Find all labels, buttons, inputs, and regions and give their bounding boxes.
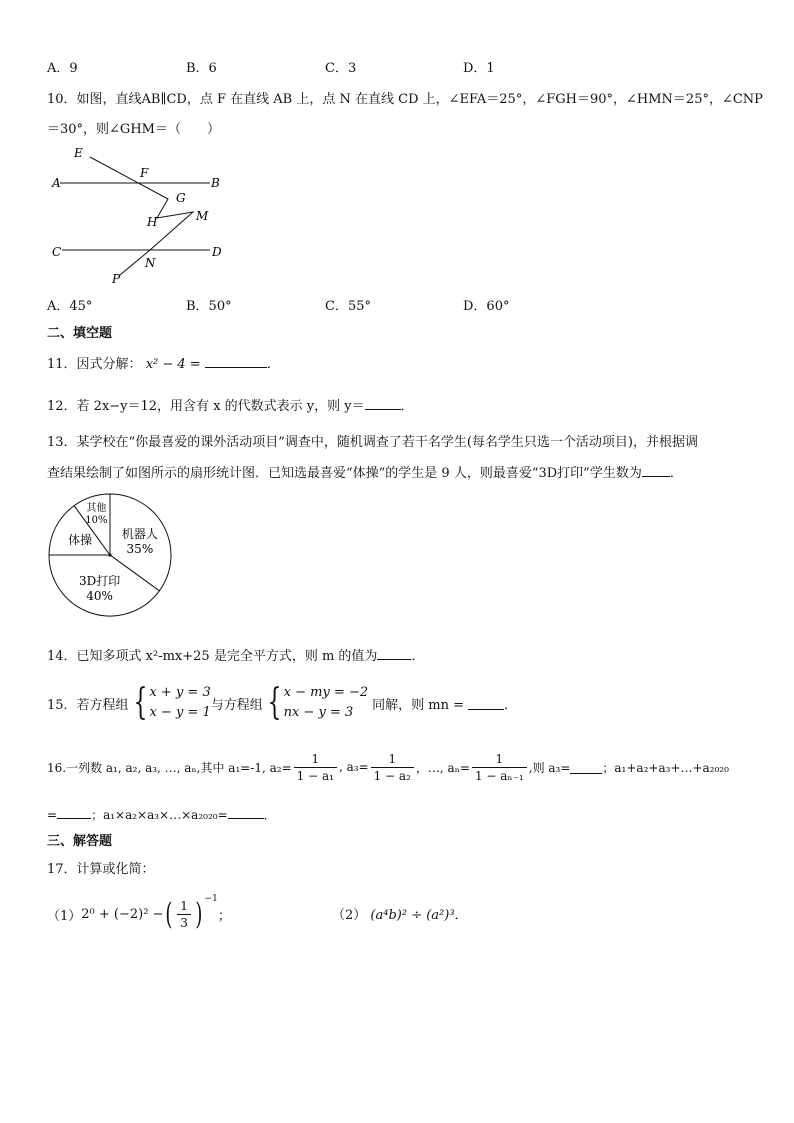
q17-p1-frac-num: 1 bbox=[177, 898, 191, 915]
q11 bbox=[47, 353, 280, 372]
q13-text-line1: 13．某学校在“你最喜爱的课外活动项目”调查中，随机调查了若干名学生(每名学生只选一个活动项目)，并根据调 bbox=[47, 435, 698, 450]
q16-frac3-num: 1 bbox=[472, 751, 527, 768]
q13-answer-blank[interactable] bbox=[642, 464, 670, 477]
q17-p1-end: ； bbox=[217, 908, 231, 924]
q14-answer-blank[interactable] bbox=[377, 647, 411, 660]
q15-system-1-eq1: x + y = 3 bbox=[149, 685, 211, 700]
q17-p1-expression: 2⁰ + (−2)² − bbox=[81, 906, 164, 922]
q12-answer-blank[interactable] bbox=[365, 397, 401, 410]
q17-p2-end: ． bbox=[454, 908, 468, 923]
q10-option-a: A．45° bbox=[47, 299, 93, 314]
label-e: E bbox=[74, 146, 83, 160]
label-f: F bbox=[140, 166, 149, 180]
label-h: H bbox=[147, 215, 158, 229]
q13-text-line2-wrap bbox=[47, 462, 683, 481]
q15-brace-1: { bbox=[133, 682, 147, 723]
q15-system-2 bbox=[284, 683, 368, 723]
q16-line2 bbox=[47, 806, 276, 823]
q15-suffix: ． bbox=[503, 697, 517, 713]
q14 bbox=[47, 645, 424, 664]
q13-suffix: ． bbox=[669, 466, 683, 481]
label-d: D bbox=[212, 245, 222, 259]
pie-label-3d-print: 3D打印 bbox=[78, 573, 121, 588]
pie-label-other: 其他 bbox=[86, 503, 107, 515]
q16-fraction-a3 bbox=[371, 751, 414, 784]
q12-suffix: ． bbox=[400, 399, 414, 414]
q15-tail: 同解，则 mn = bbox=[372, 697, 464, 713]
q10-text-line1: 10．如图，直线AB∥CD，点 F 在直线 AB 上，点 N 在直线 CD 上，∠EFA＝25°，∠FGH＝90°，∠HMN＝25°，∠CNP bbox=[47, 92, 763, 107]
q11-suffix: ． bbox=[266, 357, 280, 372]
q15-system-2-eq1: x − my = −2 bbox=[283, 685, 369, 700]
q13-text-line2: 查结果绘制了如图所示的扇形统计图．已知选最喜爱“体操”的学生是 9 人，则最喜爱“3D打印”学生数为 bbox=[47, 466, 642, 481]
q16-line1 bbox=[47, 747, 729, 787]
q16-fraction-a2 bbox=[294, 751, 337, 784]
label-m: M bbox=[196, 209, 209, 223]
q17-part1 bbox=[47, 892, 231, 936]
q16-an-label: ，…, aₙ= bbox=[415, 760, 470, 775]
label-p: P bbox=[112, 272, 121, 286]
q14-text: 14．已知多项式 x²-mx+25 是完全平方式，则 m 的值为 bbox=[47, 649, 378, 664]
q12 bbox=[47, 395, 414, 414]
label-g: G bbox=[176, 191, 186, 205]
pie-value-other: 10% bbox=[85, 515, 108, 527]
q15-system-2-eq2: nx − y = 3 bbox=[283, 705, 354, 720]
q11-expression: x² − 4 = bbox=[145, 357, 201, 372]
q15 bbox=[47, 680, 517, 726]
q16-answer-blank-prod[interactable] bbox=[228, 806, 264, 819]
q15-prefix: 15．若方程组 bbox=[47, 697, 129, 713]
pie-chart bbox=[45, 490, 175, 620]
q15-system-1 bbox=[149, 683, 210, 723]
q9-option-a: A．9 bbox=[47, 61, 78, 76]
q16-sum: ；a₁+a₂+a₃+…+a₂₀₂₀ bbox=[602, 760, 729, 775]
q9-option-d: D．1 bbox=[463, 61, 495, 76]
label-a: A bbox=[52, 176, 61, 190]
q17-p1-left-paren: ( bbox=[165, 896, 173, 932]
pie-label-robot: 机器人 bbox=[121, 526, 158, 541]
q17-title: 17．计算或化简： bbox=[47, 862, 155, 877]
q10-option-d: D．60° bbox=[463, 299, 510, 314]
pie-value-3d-print: 40% bbox=[86, 588, 113, 603]
label-c: C bbox=[52, 245, 62, 259]
q17-part2 bbox=[332, 904, 468, 923]
pie-label-gymnastics: 体操 bbox=[68, 532, 93, 547]
q16-frac1-den: 1 − a₁ bbox=[296, 768, 334, 783]
q17-p1-fraction bbox=[177, 898, 191, 931]
q10-option-b: B．50° bbox=[186, 299, 232, 314]
q16-prefix: 16.一列数 a₁, a₂, a₃, …, aₙ,其中 a₁=-1, a₂= bbox=[47, 760, 292, 775]
section3-title: 三、解答题 bbox=[47, 834, 113, 849]
q16-frac2-den: 1 − a₂ bbox=[373, 768, 411, 783]
q16-fraction-an bbox=[472, 751, 527, 784]
q10-option-c: C．55° bbox=[325, 299, 371, 314]
q16-line2-prefix: = bbox=[47, 808, 58, 822]
q16-frac3-den: 1 − aₙ₋₁ bbox=[474, 768, 524, 783]
q16-a3-label: , a₃= bbox=[338, 760, 369, 774]
label-n: N bbox=[145, 256, 156, 270]
q9-option-b: B．6 bbox=[186, 61, 217, 76]
pie-center-dot bbox=[108, 553, 111, 556]
q16-frac1-num: 1 bbox=[294, 751, 337, 768]
q11-prefix: 11．因式分解： bbox=[47, 357, 142, 372]
q15-answer-blank[interactable] bbox=[468, 697, 504, 710]
q14-suffix: ． bbox=[411, 649, 425, 664]
q17-p2-expression: (a⁴b)² ÷ (a²)³ bbox=[370, 908, 455, 923]
q17-p1-exponent: −1 bbox=[204, 894, 218, 904]
q16-suffix: ． bbox=[263, 808, 276, 822]
q17-p2-label: （2） bbox=[332, 908, 367, 923]
q12-text: 12．若 2x−y＝12，用含有 x 的代数式表示 y，则 y＝ bbox=[47, 399, 365, 414]
q16-answer-blank-a3[interactable] bbox=[570, 761, 602, 774]
label-b: B bbox=[211, 176, 220, 190]
pie-value-robot: 35% bbox=[126, 541, 154, 556]
q10-geometry-figure bbox=[40, 140, 240, 290]
q15-system-1-eq2: x − y = 1 bbox=[149, 705, 211, 720]
q11-answer-blank[interactable] bbox=[205, 355, 267, 368]
q16-answer-blank-sum[interactable] bbox=[57, 806, 91, 819]
q15-mid: 与方程组 bbox=[210, 697, 263, 713]
q9-option-c: C．3 bbox=[325, 61, 357, 76]
q17-p1-frac-den: 3 bbox=[180, 915, 188, 930]
q16-prod: ；a₁×a₂×a₃×…×a₂₀₂₀= bbox=[91, 808, 228, 822]
q17-p1-label: （1） bbox=[47, 908, 82, 924]
q15-brace-2: { bbox=[267, 682, 282, 723]
section2-title: 二、填空题 bbox=[47, 326, 113, 341]
q17-p1-right-paren: ) bbox=[195, 896, 203, 932]
q10-text-line2: ＝30°，则∠GHM＝（ ） bbox=[47, 122, 220, 137]
q16-then: ,则 a₃= bbox=[528, 760, 571, 775]
q16-frac2-num: 1 bbox=[371, 751, 414, 768]
